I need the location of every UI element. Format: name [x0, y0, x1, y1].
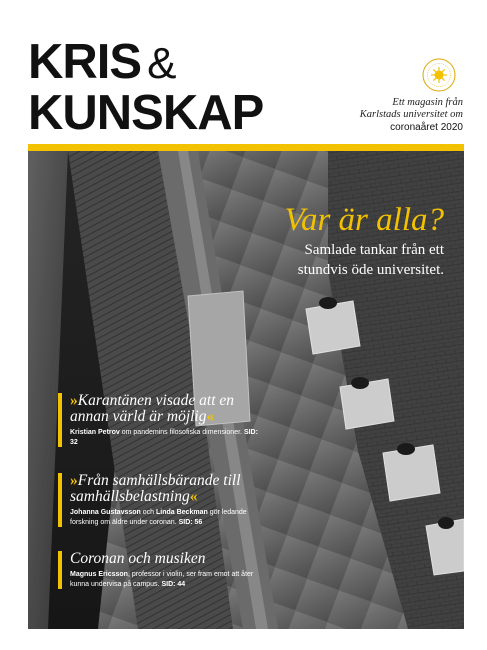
masthead-ampersand: &: [147, 39, 176, 88]
story-author: Kristian Petrov: [70, 429, 120, 436]
story-author: Linda Beckman: [156, 509, 208, 516]
story-author: Johanna Gustavsson: [70, 509, 141, 516]
tagline-line2: Karlstads universitet om: [359, 109, 463, 120]
story-page: SID: 56: [178, 518, 203, 526]
close-quote: «: [189, 488, 198, 505]
story-page: SID: 32: [70, 429, 258, 446]
masthead-kunskap: KUNSKAP: [28, 86, 264, 140]
story-description: om pandemins filosofiska dimensioner.: [121, 429, 242, 436]
cover-headline: [204, 201, 444, 279]
story-description: gör ledande forskning om äldre under coronan.: [70, 509, 247, 526]
story-title: Karantänen visade att en annan värld är möjlig: [70, 392, 235, 425]
masthead: [28, 35, 318, 140]
headline-subtitle-line1: Samlade tankar från ett: [304, 242, 444, 258]
cover-photo: [28, 151, 464, 629]
headline-subtitle-line2: stundvis öde universitet.: [297, 262, 444, 278]
tagline: [303, 97, 463, 134]
story-teaser-samhallsbarande: [58, 473, 260, 527]
story-title: Från samhällsbärande till samhällsbelastning: [70, 472, 241, 505]
open-quote: »: [70, 392, 78, 409]
story-description: , professor i violin, ser fram emot att åter kunna undervisa på campus.: [70, 571, 254, 588]
accent-bar: [28, 144, 464, 151]
open-quote: »: [70, 472, 78, 489]
story-page: SID: 44: [161, 580, 186, 588]
story-teaser-musiken: [58, 551, 260, 589]
tagline-year: coronaåret 2020: [390, 122, 463, 133]
story-teaser-karantanen: [58, 393, 260, 447]
story-conjunction: och: [142, 509, 155, 516]
close-quote: «: [206, 408, 215, 425]
story-title: Coronan och musiken: [70, 550, 206, 567]
tagline-line1: Ett magasin från: [392, 97, 463, 108]
headline-title: Var är alla?: [284, 202, 444, 238]
story-author: Magnus Ericsson: [70, 571, 128, 578]
karlstad-university-seal-icon: [422, 58, 456, 92]
masthead-kris: KRIS: [28, 35, 142, 89]
